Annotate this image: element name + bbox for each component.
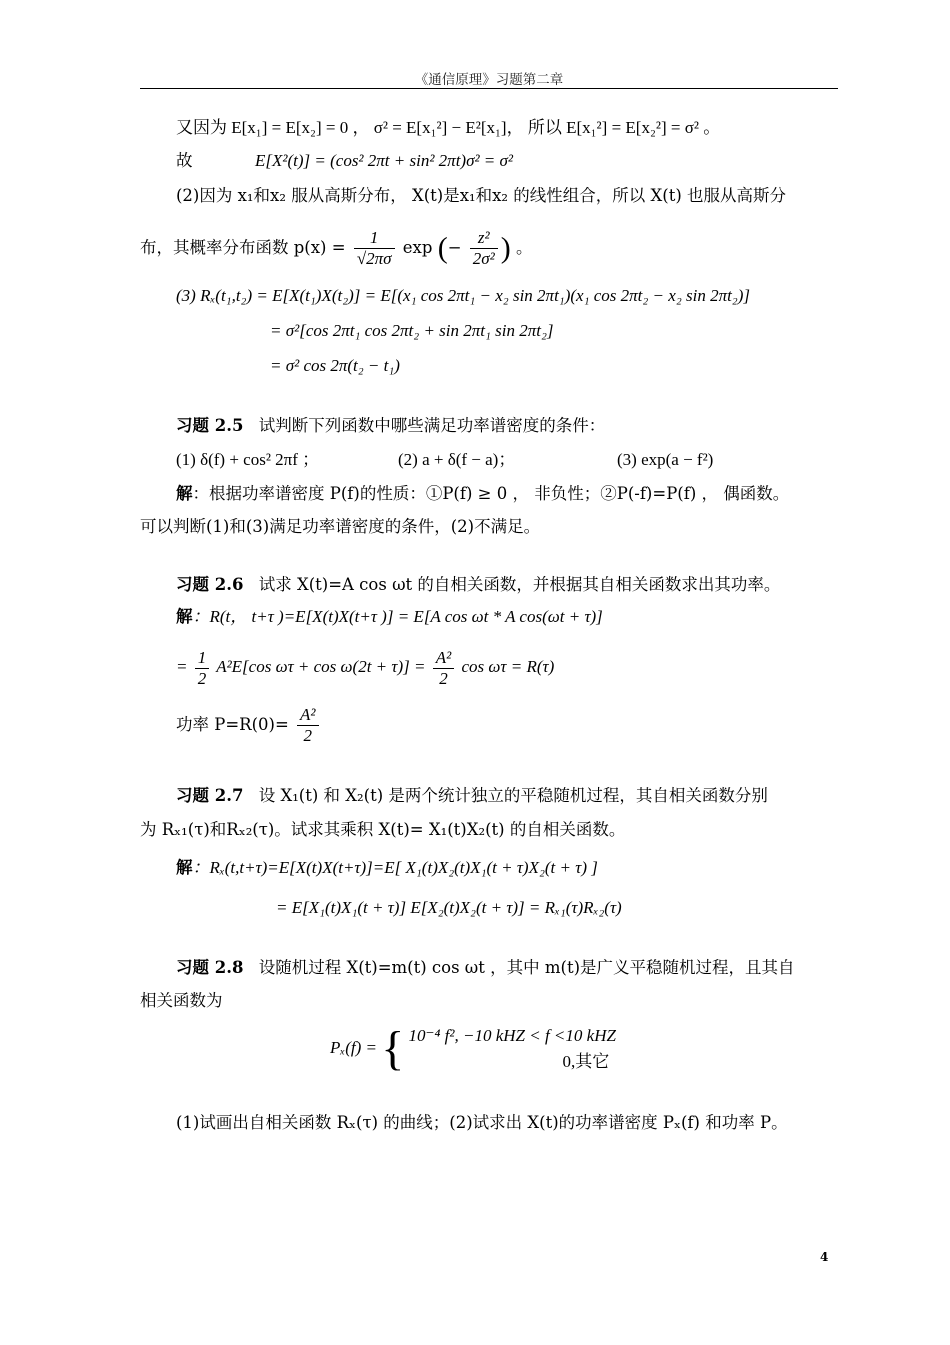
pdf-exp: exp: [402, 238, 433, 257]
psd-lhs: Pₓ(f) =: [330, 1038, 377, 1057]
problem-2-7-question-2: 为 Rₓ₁(τ)和Rₓ₂(τ)。试求其乘积 X(t)= X₁(t)X₂(t) 的自相关函数。: [140, 820, 626, 839]
text-line-1: 又因为 E[x₁] = E[x₂] = 0 ， σ² = E[x₁²] − E²[x₁]， 所以 E[x₁²] = E[x₂²] = σ² 。: [176, 118, 721, 137]
text-line-3: (2)因为 x₁和x₂ 服从高斯分布， X(t)是x₁和x₂ 的线性组合，所以 X(t) 也服从高斯分: [176, 186, 787, 205]
right-paren: ): [500, 231, 511, 265]
half-num: 1: [195, 648, 210, 669]
left-brace: {: [381, 1022, 405, 1076]
problem-2-5-text: 试判断下列函数中哪些满足功率谱密度的条件：: [258, 416, 606, 435]
problem-2-6-solution-2: [176, 642, 554, 692]
a2-num: A²: [433, 648, 454, 669]
equation-rx-line-2: = σ²[cos 2πt₁ cos 2πt₂ + sin 2πt₁ sin 2πt₂]: [270, 321, 554, 340]
problem-2-7-solution-2: = E[X₁(t)X₁(t + τ)] E[X₂(t)X₂(t + τ)] = Rₓ₁(τ)Rₓ₂(τ): [276, 898, 622, 917]
problem-2-5-option-2: (2) a + δ(f − a)；: [398, 450, 516, 469]
problem-2-6-question: [176, 573, 780, 597]
solution-label: 解: [176, 858, 193, 877]
eq-sign: =: [176, 657, 188, 676]
problem-2-7-question-1: [176, 784, 768, 808]
power-fraction: [297, 705, 318, 746]
page-number: 4: [820, 1250, 829, 1264]
solution-equation: ：Rₓ(t,t+τ)=E[X(t)X(t+τ)]=E[ X₁(t)X₂(t)X₁(t + τ)X₂(t + τ) ]: [192, 858, 598, 877]
problem-2-6-power: [176, 700, 322, 750]
text-line-2a: 故: [176, 151, 193, 170]
equation-rx-line-3: = σ² cos 2π(t₂ − t₁): [270, 356, 400, 375]
problem-2-8-label: 习题 2.8: [176, 958, 244, 977]
problem-2-8-question-2: 相关函数为: [140, 991, 223, 1010]
exp-fraction-num: z²: [470, 228, 498, 249]
problem-2-6-solution-1: [176, 605, 603, 629]
header-rule: [140, 88, 838, 89]
pdf-intro: 布，其概率分布函数 p(x) =: [140, 238, 346, 257]
power-num: A²: [297, 705, 318, 726]
exp-fraction: [470, 228, 498, 269]
power-label: 功率 P=R(0)=: [176, 715, 289, 734]
psd-case-1: 10⁻⁴ f², −10 kHZ < f <10 kHZ: [408, 1026, 616, 1046]
minus-sign: −: [447, 238, 462, 257]
problem-2-7-solution-1: [176, 856, 598, 880]
equation-second-moment: E[X²(t)] = (cos² 2πt + sin² 2πt)σ² = σ²: [255, 151, 514, 170]
problem-2-8-text: 设随机过程 X(t)=m(t) cos ωt ，其中 m(t)是广义平稳随机过程，且其自: [258, 958, 795, 977]
half-den: 2: [197, 668, 207, 688]
a2-den: 2: [439, 668, 448, 688]
left-paren: (: [437, 231, 448, 265]
problem-2-8-question-1: [176, 956, 795, 980]
pdf-end: 。: [516, 238, 533, 257]
pdf-fraction: [354, 228, 395, 269]
pdf-fraction-den: √2πσ: [356, 249, 392, 268]
solution-equation: ：R(t， t+τ )=E[X(t)X(t+τ )] = E[A cos ωt * A cos(ωt + τ)]: [192, 607, 603, 626]
autocorr-result: cos ωτ = R(τ): [461, 657, 555, 676]
equation-rx-line-1: (3) Rₓ(t₁,t₂) = E[X(t₁)X(t₂)] = E[(x₁ cos 2πt₁ − x₂ sin 2πt₁)(x₁ cos 2πt₂ − x₂ sin 2πt₂)]: [176, 286, 750, 305]
problem-2-5-label: 习题 2.5: [176, 416, 244, 435]
pdf-fraction-num: 1: [354, 228, 395, 249]
problem-2-5-solution-1: [176, 482, 789, 506]
problem-2-5-solution-2: 可以判断(1)和(3)满足功率谱密度的条件，(2)不满足。: [140, 517, 541, 536]
half-fraction: [195, 648, 210, 689]
problem-2-6-text: 试求 X(t)=A cos ωt 的自相关函数，并根据其自相关函数求出其功率。: [258, 575, 781, 594]
solution-label: 解: [176, 484, 193, 503]
problem-2-5-option-1: (1) δ(f) + cos² 2πf ；: [176, 450, 320, 469]
autocorr-middle: A²E[cos ωτ + cos ω(2t + τ)] =: [216, 657, 426, 676]
problem-2-5-option-3: (3) exp(a − f²): [617, 450, 714, 469]
problem-2-7-text: 设 X₁(t) 和 X₂(t) 是两个统计独立的平稳随机过程，其自相关函数分别: [258, 786, 768, 805]
exp-fraction-den: 2σ²: [472, 249, 495, 268]
gaussian-pdf-line: [140, 220, 533, 276]
a2-fraction: [433, 648, 454, 689]
psd-cases: [409, 1023, 616, 1075]
power-den: 2: [303, 726, 313, 745]
solution-text: ：根据功率谱密度 P(f)的性质：①P(f) ≥ 0 ， 非负性；②P(-f)=P(f) ， 偶函数。: [192, 484, 790, 503]
psd-case-2: 0,其它: [562, 1052, 610, 1072]
problem-2-5-question: [176, 414, 605, 438]
problem-2-6-label: 习题 2.6: [176, 575, 244, 594]
problem-2-7-label: 习题 2.7: [176, 786, 244, 805]
problem-2-8-task: (1)试画出自相关函数 Rₓ(τ) 的曲线；(2)试求出 X(t)的功率谱密度 Pₓ(f) 和功率 P。: [176, 1113, 788, 1132]
psd-piecewise: [330, 1018, 616, 1078]
page-header: 《通信原理》习题第二章: [414, 72, 564, 88]
solution-label: 解: [176, 607, 193, 626]
